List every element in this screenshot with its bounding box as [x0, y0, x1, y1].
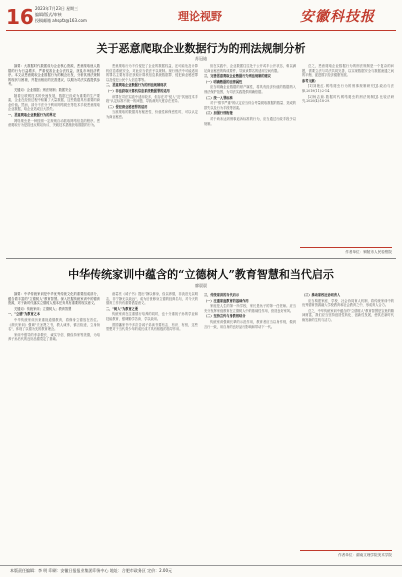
subheading: 三、完善恶意爬取企业数据行为刑法规制的建议 [204, 74, 271, 79]
issue-meta [35, 6, 87, 24]
article-author: 廖晨晨 [195, 283, 207, 288]
text-column [106, 64, 198, 244]
paragraph: 总之，恶意爬取企业数据行为的刑法规制是一个复杂的问题，需要立法与司法共同完善，以实现数据安全与数据流通之间的平衡，促进数字经济健康发展。 [302, 64, 394, 78]
page-header [0, 0, 402, 34]
subheading: （一）非法获取计算机信息系统数据罪的适用 [106, 88, 170, 93]
paragraph: 网络爬虫是一种按照一定规则自动抓取网络信息的程序。恶意爬取行为是指违反网站协议、突破技术措施获取数据的行为。 [8, 118, 100, 128]
paragraph: 摘要：中华传统家训是中华优秀传统文化的重要组成部分，蕴含着丰富的"立德树人"教育智慧。深入挖掘传统家训中的德育资源，对于新时代落实立德树人根本任务具有重要的现实意义。 [8, 292, 100, 306]
text-column [302, 292, 394, 546]
email-line: 投稿邮箱 ahspfz@163.com [35, 18, 87, 23]
page-number: 16 [6, 5, 34, 29]
section-title: 理论视野 [178, 10, 222, 23]
newspaper-masthead: 安徽科技报 [300, 9, 375, 25]
subheading: （二）统一入罪标准 [204, 95, 233, 100]
subheading: 三、传统家训的当代启示 [204, 293, 240, 297]
editor-line: 编辑/版式/审核 [35, 12, 62, 17]
header-rule [6, 30, 396, 31]
paragraph: 摘要：大数据时代数据成为企业核心资源，恶意爬取他人数据的行为日益增多，严重侵害企业合法权益，扰乱市场经济秩序。本文从恶意爬取企业数据行为的概念出发，分析其刑法规制的现状与困境，并提出相应的完善建议，以期为司法实践提供参考。 [8, 64, 100, 87]
paragraph: 传统家训在注重德行培养的同时，也十分重视子孙的学业和技能教育，强调勤学苦读、学以致用。 [106, 312, 198, 321]
subheading: （一）注重家庭教育的基础作用 [204, 298, 249, 303]
subheading: 参考文献： [302, 78, 318, 83]
text-column [8, 292, 100, 546]
page-footer [0, 565, 402, 577]
paragraph: 关键词：传统家训；立德树人；教育智慧 [14, 306, 72, 311]
paragraph: 关键词：企业数据；刑法规制；数据安全 [14, 87, 72, 92]
author-affiliation: 作者单位：铜陵市人民检察院 [345, 250, 392, 254]
text-column [302, 64, 394, 244]
paragraph: 对于"情节严重"的认定应当综合考量爬取数据的数量、造成的损失以及行为手段等因素。 [204, 101, 296, 110]
paragraph: 恶意爬取行为不仅侵犯了企业的数据权益，还可能危及计算机信息系统安全，对此应当依法予以规制。现行刑法中可能适用的罪名主要有非法获取计算机信息系统数据罪、侵犯商业秘密罪以及侵犯公民个人信息罪等。 [106, 64, 198, 82]
text-column [204, 64, 296, 244]
paragraph: 但在实践中，企业数据往往处于公开或半公开状态，难以满足商业秘密的构成要件，导致该罪名的适用空间有限。 [204, 64, 296, 73]
subheading: （三）加强行刑衔接 [204, 111, 233, 116]
author-affiliation: 作者单位：湖南文理学院美术学院 [338, 553, 392, 557]
paragraph: 应当构建家庭、学校、社会协同育人机制，将传统家训中的优秀德育资源融入学校教育和社会教育之中，形成育人合力。 [302, 298, 394, 308]
text-column [204, 292, 296, 546]
paragraph: 当被爬取的数据具有秘密性、价值性和保密性时，可以认定为商业秘密。 [106, 110, 198, 119]
subheading: （二）坚持言传与身教相结合 [204, 314, 246, 319]
subheading: （一）明确数据的法律属性 [204, 79, 243, 84]
date-line: 2023年7月23日 星期三 [35, 6, 79, 11]
paragraph: 应当明确企业数据的财产属性，将具有经济价值的数据纳入刑法保护范围，为司法实践提供明确依据。 [204, 85, 296, 94]
subheading: 二、"树人"为教育之要 [106, 306, 139, 311]
subheading: （二）侵犯商业秘密罪的适用 [106, 104, 148, 109]
paragraph: 家训中倡导的孝亲敬长、诚实守信、勤俭持家等美德，为培养子孙后代的良好品德奠定了基础。 [8, 332, 100, 342]
article-author: 苏冠迪 [195, 56, 207, 61]
paragraph: 总之，中华传统家训中蕴含的"立德树人"教育智慧是宝贵的精神财富，我们应当坚持创造性转化、创新性发展，使其在新时代焕发新的生机与活力。 [302, 308, 394, 322]
article-divider [6, 258, 396, 259]
subheading: 二、恶意爬取企业数据行为的刑法规制现状 [106, 83, 167, 88]
subheading: 一、恶意爬取企业数据行为的界定 [8, 112, 56, 117]
paragraph: [1]刘艳红.网络爬虫行为的刑事规制研究[J].政治与法律,2019(11):2-14. [302, 84, 394, 93]
paragraph: 传统家训强调长辈的示范作用，教育者应当以身作则，做到言行一致，用自身的良好品行影响和带动下一代。 [204, 319, 296, 329]
subheading: （三）推动家校社协同育人 [302, 293, 341, 297]
article-title: 关于恶意爬取企业数据行为的刑法规制分析 [96, 42, 306, 55]
footer-text: 本版责任编辑：李 明 印刷：安徽日报报业集团印务中心 地址：合肥市政务区 定价：2.00元 [10, 568, 172, 573]
credit-rule [300, 550, 392, 551]
paragraph: 诸葛亮《诫子书》提出"静以修身，俭以养德，非淡泊无以明志，非宁静无以致远"，成为后世修身立德的经典名句，对今天的德育工作仍有重要借鉴意义。 [106, 292, 198, 306]
text-column [8, 64, 100, 244]
paragraph: 曾国藩家书中多次告诫子弟读书要有志、有识、有恒，这些思想对于当代青少年的成长成才具有积极的指导作用。 [106, 322, 198, 332]
paragraph: [2]杨志琼.数据时代网络爬虫的刑法规制[J].比较法研究,2020(4):18-29. [302, 94, 394, 104]
subheading: 一、"立德"为教育之本 [8, 312, 41, 317]
text-column [106, 292, 198, 546]
paragraph: 该罪在司法实践中适用较多，但存在对"侵入"及"其他技术手段"认定标准不统一的问题，导致裁判尺度存在差异。 [106, 94, 198, 104]
paragraph: 对于尚未达到刑事追诉标准的行为，应当通过行政手段予以规制。 [204, 116, 296, 126]
credit-rule [300, 247, 392, 248]
paragraph: 家庭是人生的第一所学校，家长是孩子的第一任老师。应当充分发挥家庭教育在立德树人中的基础性作用，营造良好家风。 [204, 304, 296, 313]
article-title: 中华传统家训中蕴含的“立德树人”教育智慧和当代启示 [68, 268, 334, 281]
paragraph: 中华传统家训历来重视道德教育，将修身立德放在首位。《颜氏家训》强调"夫圣贤之书，教人诚孝，慎言检迹，立身扬名"，体现了以德为先的教育理念。 [8, 317, 100, 332]
paragraph: 随着互联网技术的快速发展，数据已经成为重要的生产要素，企业在经营过程中积累了大量数据，这些数据具有重要的商业价值。然而，部分不法分子利用网络爬虫等技术手段恶意爬取企业数据，给企业造成巨大损失。 [8, 93, 100, 112]
